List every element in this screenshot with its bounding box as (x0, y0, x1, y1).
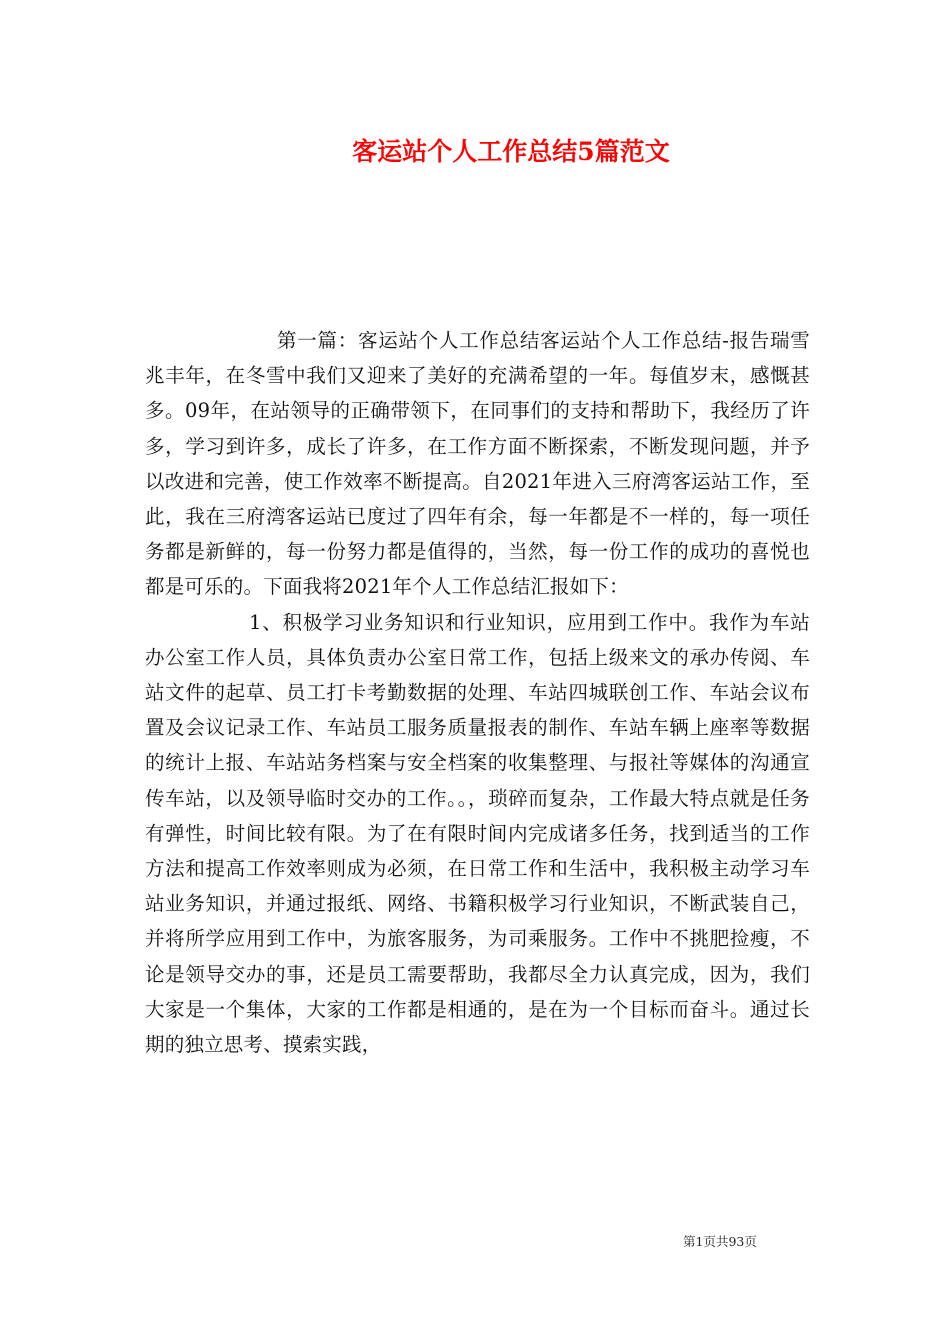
page-number-footer: 第1页共93页 (683, 1234, 757, 1249)
paragraph-2: 1、积极学习业务知识和行业知识，应用到工作中。我作为车站办公室工作人员，具体负责办公室日常工作，包括上级来文的承办传阅、车站文件的起草、员工打卡考勤数据的处理、车站四城联创工作、车站会议布置及会议记录工作、车站员工服务质量报表的制作、车站车辆上座率等数据的统计上报、车站站务档案与安全档案的收集整理、与报社等媒体的沟通宣传车站，以及领导临时交办的工作。。，琐碎而复杂，工作最大特点就是任务有弹性，时间比较有限。为了在有限时间内完成诸多任务，找到适当的工作方法和提高工作效率则成为必须，在日常工作和生活中，我积极主动学习车站业务知识，并通过报纸、网络、书籍积极学习行业知识，不断武装自己，并将所学应用到工作中，为旅客服务，为司乘服务。工作中不挑肥捡瘦，不论是领导交办的事，还是员工需要帮助，我都尽全力认真完成，因为，我们大家是一个集体，大家的工作都是相通的，是在为一个目标而奋斗。通过长期的独立思考、摸索实践， (145, 610, 810, 1057)
document-body (145, 323, 810, 1062)
document-title: 客运站个人工作总结5篇范文 (352, 137, 670, 166)
paragraph-1: 第一篇：客运站个人工作总结客运站个人工作总结-报告瑞雪兆丰年，在冬雪中我们又迎来了美好的充满希望的一年。每值岁末，感慨甚多。09年，在站领导的正确带领下，在同事们的支持和帮助下，我经历了许多，学习到许多，成长了许多，在工作方面不断探索，不断发现问题，并予以改进和完善，使工作效率不断提高。自2021年进入三府湾客运站工作，至此，我在三府湾客运站已度过了四年有余，每一年都是不一样的，每一项任务都是新鲜的，每一份努力都是值得的，当然，每一份工作的成功的喜悦也都是可乐的。下面我将2021年个人工作总结汇报如下： (145, 329, 810, 599)
